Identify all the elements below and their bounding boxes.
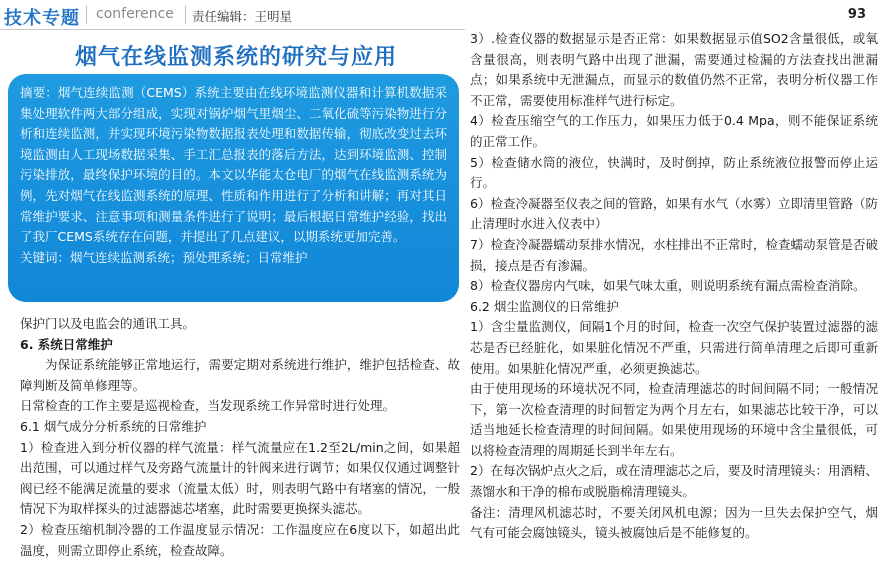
paragraph: 为保证系统能够正常地运行，需要定期对系统进行维护，维护包括检查、故障判断及简单修理等。 (20, 357, 460, 393)
abstract-box (8, 74, 459, 302)
paragraph: 6）检查冷凝器至仪表之间的管路，如果有水气（水雾）立即清里管路（防止清理时水进入仪表中） (470, 195, 878, 232)
paragraph: 日常检查的工作主要是巡视检查，当发现系统工作异常时进行处理。 (20, 398, 396, 414)
section-brand-en: conference (96, 6, 174, 22)
paragraph: 1）含尘量监测仪，间隔1个月的时间，检查一次空气保护装置过滤器的滤芯是否已经脏化，如果脏化情况不严重，只需进行简单清理之后即可重新使用。如果脏化情况严重，必须更换滤芯。 (470, 319, 878, 376)
header-divider (86, 6, 87, 24)
keywords-text: 关键词：烟气连续监测系统；预处理系统；日常维护 (20, 249, 308, 265)
responsible-editor: 责任编辑：王明星 (192, 9, 293, 24)
subsection-heading: 6.1 烟气成分分析系统的日常维护 (20, 418, 207, 434)
paragraph: 1）检查进入到分析仪器的样气流量：样气流量应在1.2至2L/min之间，如果超出范围，可以通过样气及旁路气流量计的针阀来进行调节；如果仅仅通过调整针阀已经不能满足流量的要求（流量太低）时，则表明气路中有堵塞的情况，一般情况下为取样探头的过滤器滤芯堵塞，此时需要更换探头滤芯。 (20, 439, 460, 517)
page-header (0, 0, 465, 30)
paragraph: 备注：清理风机滤芯时，不要关闭风机电源；因为一旦失去保护空气，烟气有可能会腐蚀镜头，镜头被腐蚀后是不能修复的。 (470, 504, 878, 541)
paragraph: 5）检查储水筒的液位，快满时，及时倒掉，防止系统液位报警而停止运行。 (470, 154, 878, 191)
paragraph: 8）检查仪器房内气味，如果气味太重，则说明系统有漏点需检查消除。 (470, 278, 866, 294)
paragraph: 保护门以及电监会的通讯工具。 (20, 316, 196, 331)
abstract-text: 摘要：烟气连续监测（CEMS）系统主要由在线环境监测仪器和计算机数据采集处理软件两大部分组成，实现对锅炉烟气里烟尘、二氧化硫等污染物进行分析和连续监测，并实现环境污染物数据报表处理和数据传输，彻底改变过去环境监测由人工现场数据采集、手工汇总报表的落后方法，达到环境监测、控制污染排放，最终保护环境的目的。本文以华能太仓电厂的烟气在线监测系统为例，先对烟气在线监测系统的原理、性质和作用进行了分析和讲解；再对其日常维护要求、注意事项和测量条件进行了说明；最后根据日常维护经验，找出了我厂CEMS系统存在问题，并提出了几点建议，以期系统更加完善。 (20, 85, 447, 245)
right-column (470, 29, 878, 544)
paragraph: 2）在每次锅炉点火之后，或在清理滤芯之后，要及时清理镜头：用酒精、蒸馏水和干净的棉布或脱脂棉清理镜头。 (470, 463, 878, 500)
article-title: 烟气在线监测系统的研究与应用 (74, 45, 397, 70)
subsection-heading: 6.2 烟尘监测仪的日常维护 (470, 298, 619, 314)
section-heading: 6. 系统日常维护 (20, 336, 113, 352)
paragraph: 4）检查压缩空气的工作压力，如果压力低于0.4 Mpa，则不能保证系统的正常工作。 (470, 113, 878, 149)
section-brand: 技术专题 (4, 8, 80, 29)
header-rule (0, 29, 465, 30)
paragraph: 3）.检查仪器的数据显示是否正常：如果数据显示值SO2含量很低，或氧含量很高，则表明气路中出现了泄漏，需要通过检漏的方法查找出泄漏点；如果系统中无泄漏点，而显示的数值仍然不正常，表明分析仪器工作不正常，需要使用标准样气进行标定。 (470, 31, 878, 108)
paragraph: 2）检查压缩机制冷器的工作温度显示情况：工作温度应在6度以下，如超出此温度，则需立即停止系统，检查故障。 (20, 521, 460, 558)
paragraph: 7）检查冷凝器蠕动泵排水情况，水柱排出不正常时，检查蠕动泵管是否破损，接点是否有渗漏。 (470, 236, 878, 273)
left-column (20, 314, 460, 561)
page-number: 93 (847, 7, 866, 22)
header-divider (185, 6, 186, 24)
paragraph: 由于使用现场的环境状况不同，检查清理滤芯的时间间隔不同；一般情况下，第一次检查清理的时间暂定为两个月左右，如果滤芯比较干净，可以适当地延长检查清理的时间间隔。如果使用现场的环境中含尘量很低，可以将检查清理的周期延长到半年左右。 (470, 381, 878, 458)
